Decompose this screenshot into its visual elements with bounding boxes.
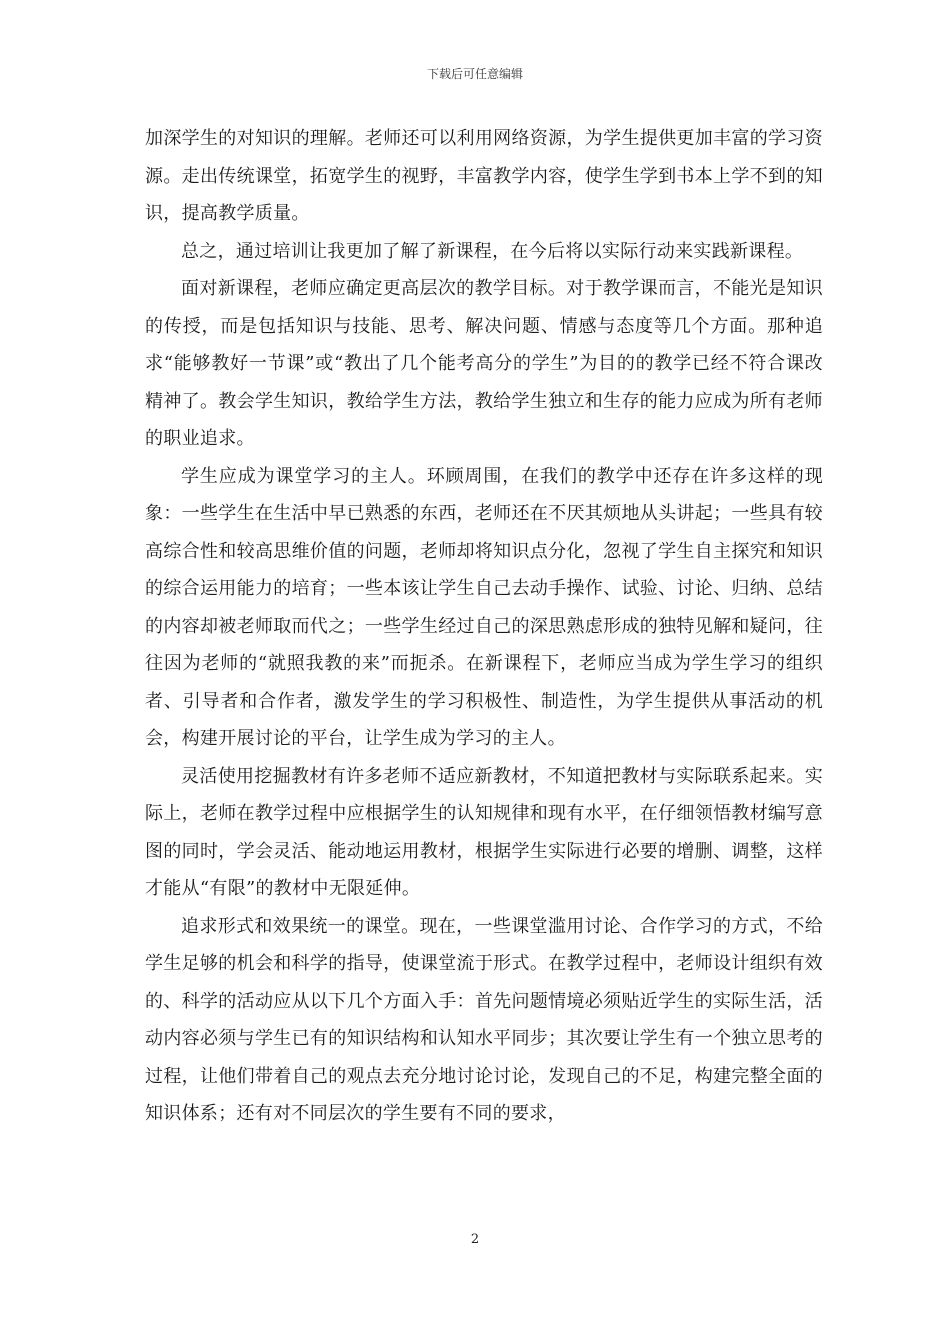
page-header: 下载后可任意编辑	[426, 67, 523, 81]
paragraph-1: 加深学生的对知识的理解。老师还可以利用网络资源，为学生提供更加丰富的学习资源。走出传统课堂，拓宽学生的视野，丰富教学内容，使学生学到书本上学不到的知识，提高教学质量。	[145, 128, 823, 224]
page-number: 2	[470, 1232, 480, 1247]
paragraph-5: 灵活使用挖掘教材有许多老师不适应新教材，不知道把教材与实际联系起来。实际上，老师在教学过程中应根据学生的认知规律和现有水平，在仔细领悟教材编写意图的同时，学会灵活、能动地运用教材，根据学生实际进行必要的增删、调整，这样才能从“有限”的教材中无限延伸。	[145, 765, 823, 899]
paragraph-6: 追求形式和效果统一的课堂。现在，一些课堂滥用讨论、合作学习的方式，不给学生足够的机会和科学的指导，使课堂流于形式。在教学过程中，老师设计组织有效的、科学的活动应从以下几个方面入手：首先问题情境必须贴近学生的实际生活，活动内容必须与学生已有的知识结构和认知水平同步；其次要让学生有一个独立思考的过程，让他们带着自己的观点去充分地讨论讨论，发现自己的不足，构建完整全面的知识体系；还有对不同层次的学生要有不同的要求，	[145, 915, 823, 1124]
paragraph-4: 学生应成为课堂学习的主人。环顾周围，在我们的教学中还存在许多这样的现象：一些学生在生活中早已熟悉的东西，老师还在不厌其烦地从头讲起；一些具有较高综合性和较高思维价值的问题，老师却将知识点分化，忽视了学生自主探究和知识的综合运用能力的培育；一些本该让学生自己去动手操作、试验、讨论、归纳、总结的内容却被老师取而代之；一些学生经过自己的深思熟虑形成的独特见解和疑问，往往因为老师的“就照我教的来”而扼杀。在新课程下，老师应当成为学生学习的组织者、引导者和合作者，激发学生的学习积极性、制造性，为学生提供从事活动的机会，构建开展讨论的平台，让学生成为学习的主人。	[145, 465, 823, 749]
document-body	[145, 120, 823, 1133]
paragraph-3: 面对新课程，老师应确定更高层次的教学目标。对于教学课而言，不能光是知识的传授，而是包括知识与技能、思考、解决问题、情感与态度等几个方面。那种追求“能够教好一节课”或“教出了几个能考高分的学生”为目的的教学已经不符合课改精神了。教会学生知识，教给学生方法，教给学生独立和生存的能力应成为所有老师的职业追求。	[145, 278, 823, 449]
paragraph-2: 总之，通过培训让我更加了解了新课程，在今后将以实际行动来实践新课程。	[181, 240, 804, 262]
